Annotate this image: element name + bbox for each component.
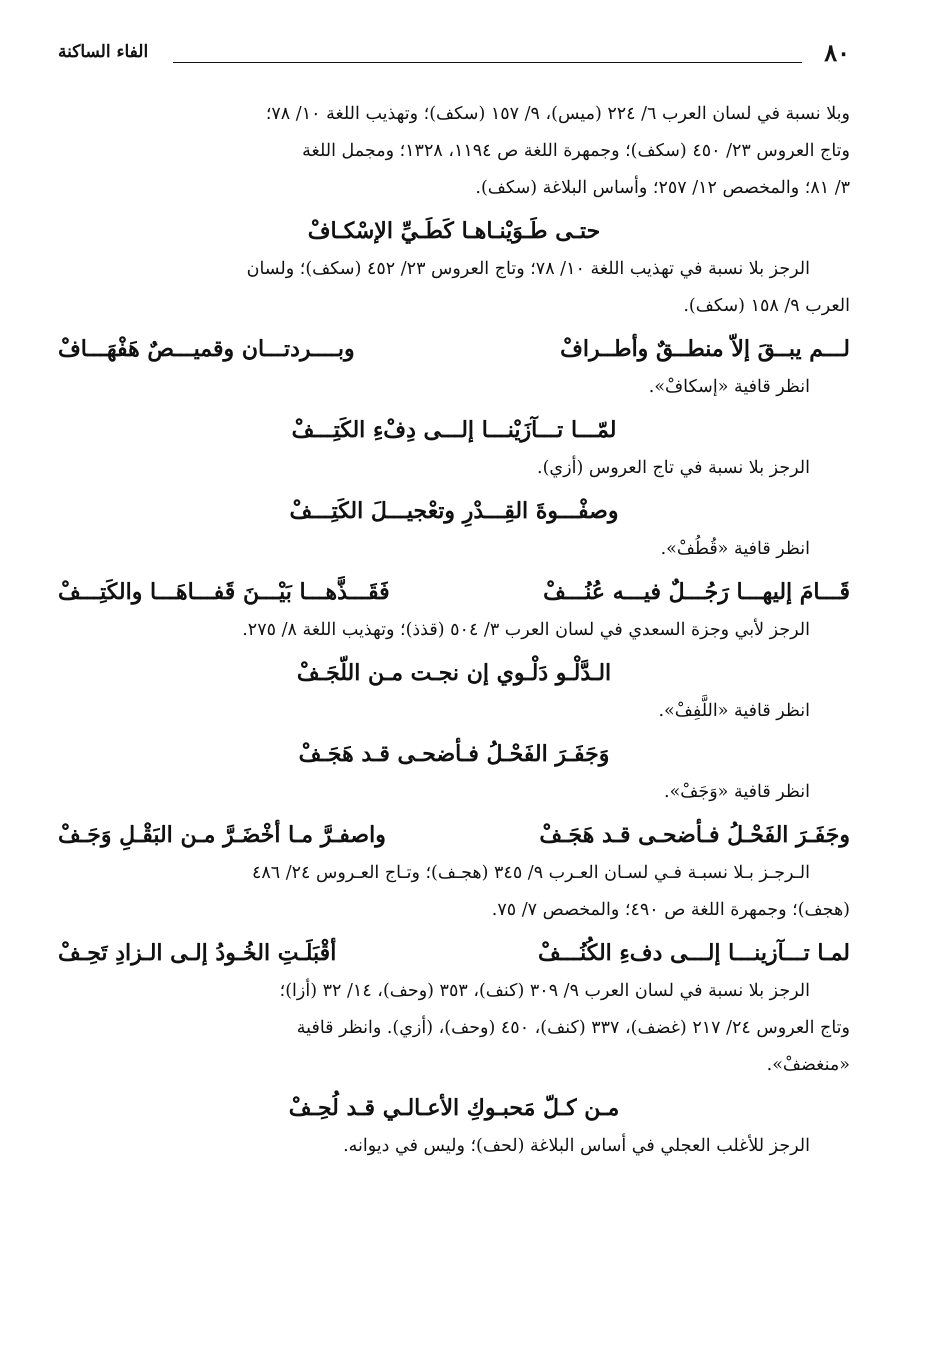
verse-line: الـدَّلْـو دَلْـوي إن نجـت مـن اللّجَـفْ <box>296 660 612 686</box>
note-line: انظر قافية «وَجَفْ». <box>664 782 810 802</box>
note-line: الـرجـز بـلا نسبـة فـي لسـان العـرب ٩/ ٣٤٥ (هجـف)؛ وتـاج العـروس ٢٤/ ٤٨٦ <box>251 863 810 883</box>
verse-couplet <box>58 572 850 612</box>
verse-second-hemistich: فَقَـــذَّهـــا بَيْـــنَ قَفـــاهَـــا والكَتِـــفْ <box>58 579 390 605</box>
verse-line: مـن كـلّ مَحبـوكِ الأعـالـي قـد لُحِـفْ <box>288 1095 620 1121</box>
verse-first-hemistich: لـــم يبــقَ إلاّ منطــقٌ وأطــرافْ <box>560 336 850 362</box>
page-number: ٨٠ <box>824 38 850 67</box>
note-line: الرجز لأبي وجزة السعدي في لسان العرب ٣/ ٥٠٤ (قذذ)؛ وتهذيب اللغة ٨/ ٢٧٥. <box>242 620 810 640</box>
verse-first-hemistich: وجَفَـرَ الفَحْـلُ فـأضحـى قـد هَجَـفْ <box>539 822 850 848</box>
verse-couplet <box>58 815 850 855</box>
note-line: وتاج العروس ٢٣/ ٤٥٠ (سكف)؛ وجمهرة اللغة ص ١١٩٤، ١٣٢٨؛ ومجمل اللغة <box>302 141 850 161</box>
note-line: انظر قافية «إسكافْ». <box>648 377 810 397</box>
verse-line: وَجَفَـرَ الفَحْـلُ فـأضحـى قـد هَجَـفْ <box>298 741 610 767</box>
page-content <box>58 96 850 1165</box>
verse-second-hemistich: أقْبَلَـتِ الخُـودُ إلـى الـزادِ تَحِـفْ <box>58 940 337 966</box>
verse-line: وصفْـــوةَ القِـــدْرِ وتعْجيـــلَ الكَتِـــفْ <box>289 498 619 524</box>
page-header <box>58 36 850 70</box>
note-line: الرجز بلا نسبة في تهذيب اللغة ١٠/ ٧٨؛ وتاج العروس ٢٣/ ٤٥٢ (سكف)؛ ولسان <box>246 259 810 279</box>
note-line: العرب ٩/ ١٥٨ (سكف). <box>683 296 850 316</box>
note-line: الرجز بلا نسبة في تاج العروس (أزي). <box>537 458 810 478</box>
note-line: انظر قافية «اللَّفِفْ». <box>658 701 810 721</box>
chapter-title: الفاء الساكنة <box>58 42 149 62</box>
note-line: انظر قافية «قُطُفْ». <box>660 539 810 559</box>
verse-first-hemistich: قَـــامَ إليهـــا رَجُـــلٌ فيـــه عُنُـــفْ <box>543 579 850 605</box>
verse-second-hemistich: وبــــردتـــان وقميـــصٌ هَفْهَـــافْ <box>58 336 355 362</box>
note-line: الرجز للأغلب العجلي في أساس البلاغة (لحف)؛ وليس في ديوانه. <box>343 1136 810 1156</box>
note-line: وتاج العروس ٢٤/ ٢١٧ (غضف)، ٣٣٧ (كنف)، ٤٥٠ (وحف)، (أزي). وانظر قافية <box>296 1018 850 1038</box>
note-line: الرجز بلا نسبة في لسان العرب ٩/ ٣٠٩ (كنف)، ٣٥٣ (وحف)، ١٤/ ٣٢ (أزا)؛ <box>279 981 810 1001</box>
note-line: (هجف)؛ وجمهرة اللغة ص ٤٩٠؛ والمخصص ٧/ ٧٥. <box>491 900 850 920</box>
note-line: وبلا نسبة في لسان العرب ٦/ ٢٢٤ (ميس)، ٩/ ١٥٧ (سكف)؛ وتهذيب اللغة ١٠/ ٧٨؛ <box>265 104 850 124</box>
verse-first-hemistich: لمـا تـــآزينـــا إلـــى دفءِ الكُنُـــفْ <box>538 940 850 966</box>
verse-line: حتـى طَـوَيْنـاهـا كَطَـيِّ الإسْكـافْ <box>307 218 601 244</box>
verse-couplet <box>58 329 850 369</box>
header-rule <box>173 62 802 63</box>
verse-line: لمّـــا تـــآزَيْنـــا إلـــى دِفْءِ الكَتِـــفْ <box>291 417 617 443</box>
verse-couplet <box>58 933 850 973</box>
note-line: ٣/ ٨١؛ والمخصص ١٢/ ٢٥٧؛ وأساس البلاغة (سكف). <box>475 178 850 198</box>
note-line: «منغضفْ». <box>766 1055 850 1075</box>
verse-second-hemistich: واصفـرَّ مـا أخْضَـرَّ مـن البَقْـلِ وَجَـفْ <box>58 822 386 848</box>
